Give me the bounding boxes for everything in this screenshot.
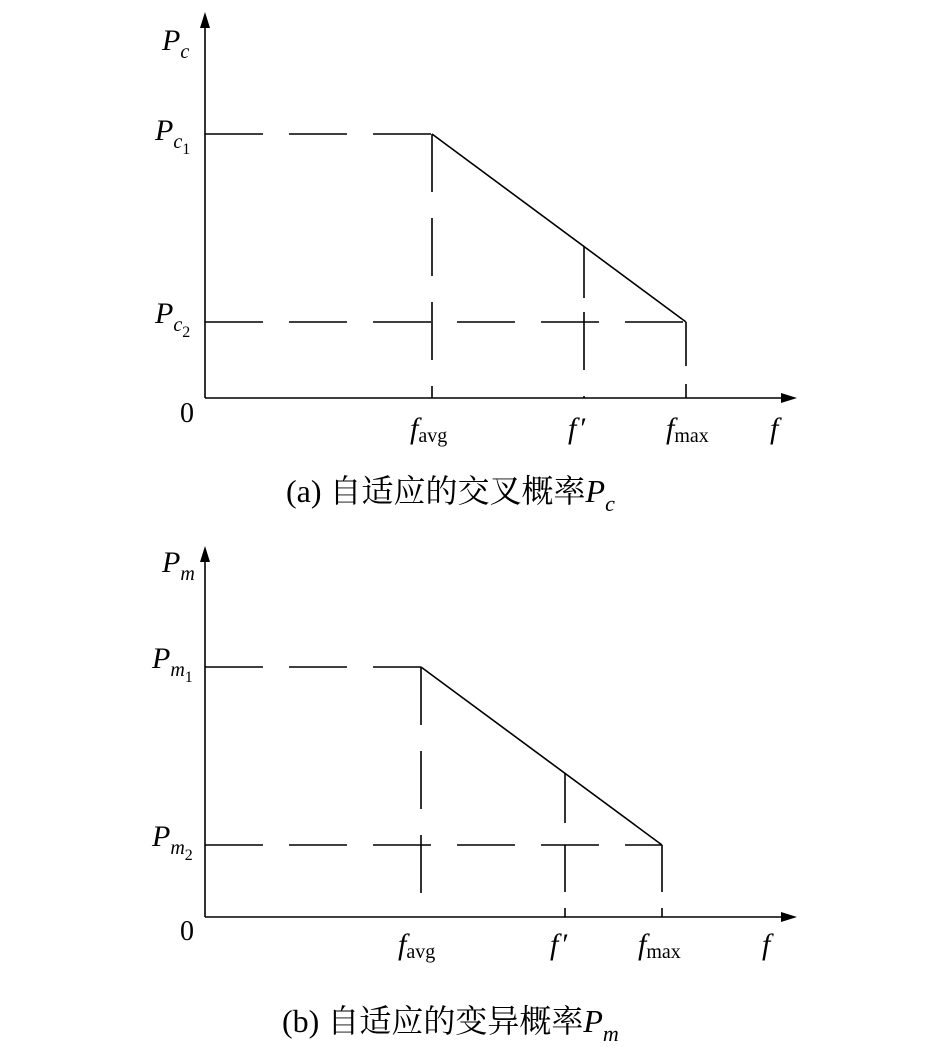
panel-a <box>154 12 797 516</box>
panel-b-origin-label: 0 <box>180 916 194 947</box>
panel-a-y-axis-label: $P_c$ <box>162 24 190 63</box>
panel-b-fprime-label: f ′ <box>550 928 569 961</box>
panel-b-slope-line <box>421 667 662 845</box>
panel-a-slope-line <box>432 134 686 322</box>
panel-b-level-1-label: $P_{m1}$ <box>152 642 193 686</box>
panel-a-caption: (a) 自适应的交叉概率$P_c$ <box>286 473 615 516</box>
panel-b <box>151 546 797 1046</box>
panel-a-origin-label: 0 <box>180 398 194 429</box>
panel-a-x-arrow-icon <box>781 393 797 403</box>
panel-b-favg-label: favg <box>398 928 436 963</box>
panel-a-level-2-label: $P_{c2}$ <box>155 297 191 341</box>
panel-b-y-arrow-icon <box>200 546 210 562</box>
panel-a-fmax-label: fmax <box>666 412 709 447</box>
panel-b-level-2-label: $P_{m2}$ <box>152 820 193 864</box>
panel-b-fmax-label: fmax <box>638 928 681 963</box>
panel-a-level-1-label: $P_{c1}$ <box>155 114 191 158</box>
panel-a-x-axis-label: f <box>770 412 779 445</box>
panel-a-favg-label: favg <box>410 412 448 447</box>
panel-b-y-axis-label: $P_m$ <box>162 546 195 585</box>
panel-a-fprime-label: f ′ <box>568 412 587 445</box>
panel-b-x-arrow-icon <box>781 912 797 922</box>
panel-b-caption: (b) 自适应的变异概率$P_m$ <box>282 1003 619 1046</box>
panel-b-x-axis-label: f <box>762 928 771 961</box>
panel-a-y-arrow-icon <box>200 12 210 28</box>
